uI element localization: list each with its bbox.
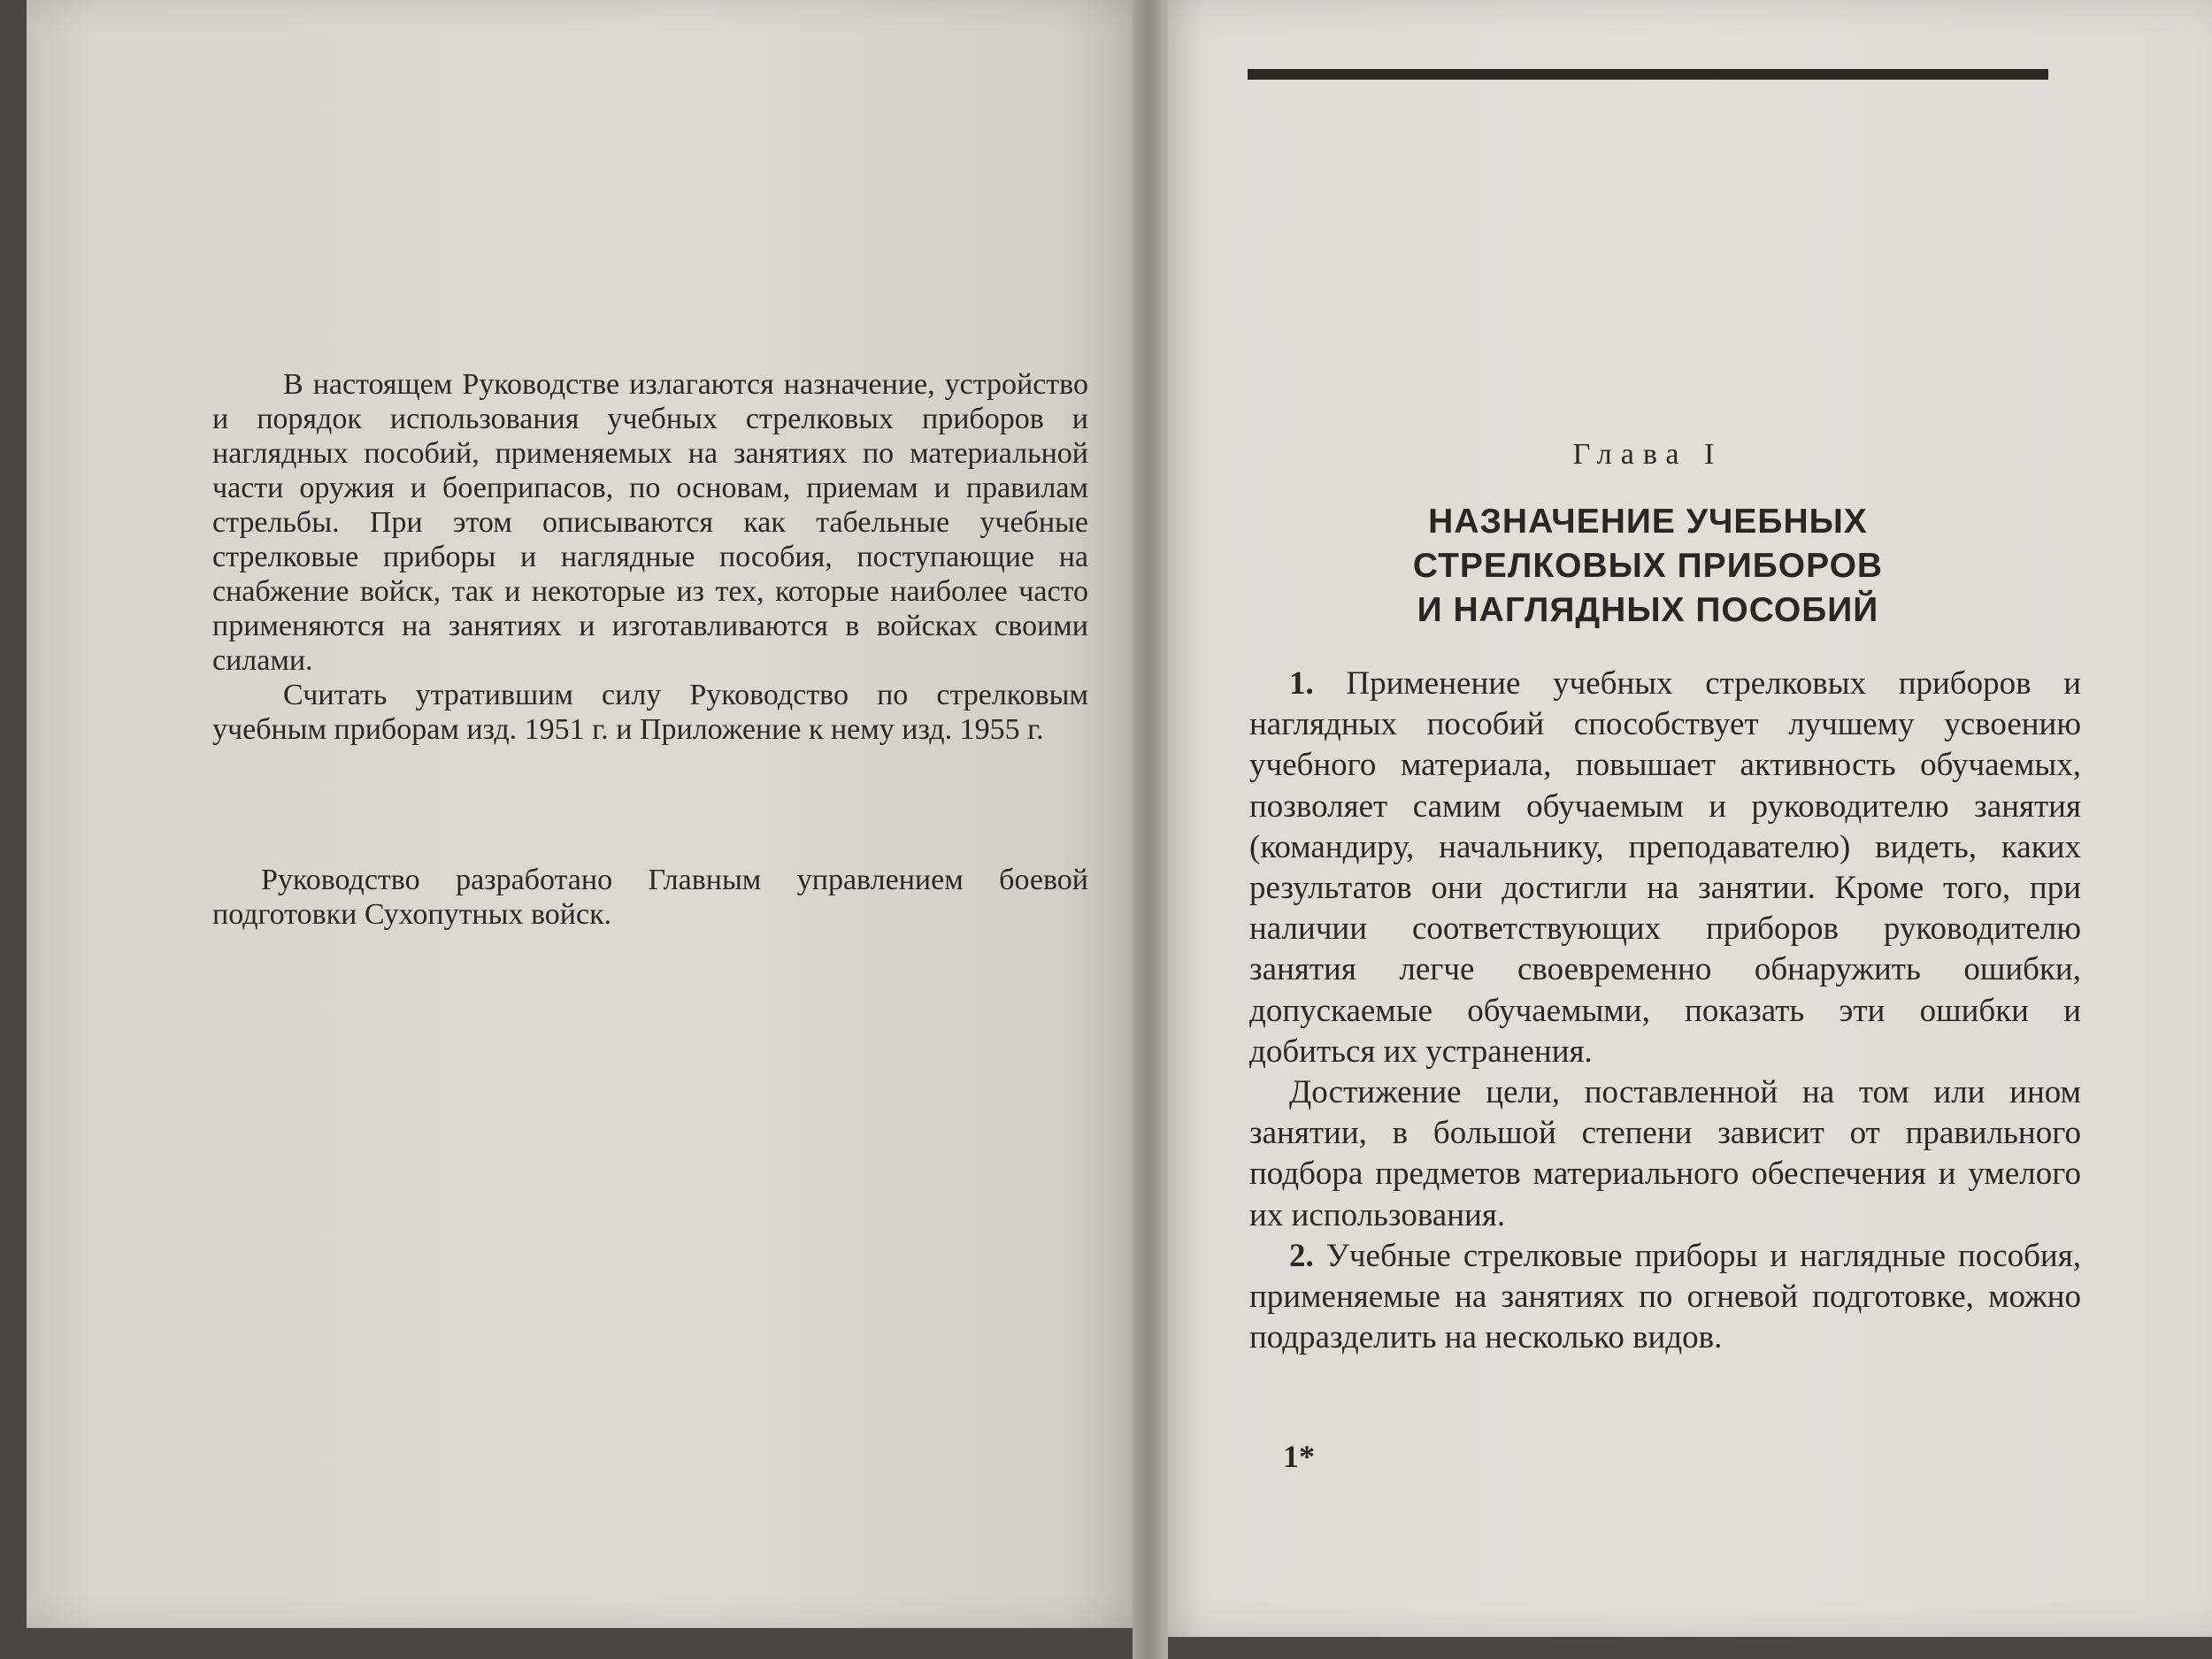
intro-paragraph: В настоящем Руководстве излагаются назначение, устройство и порядок использования учебных стрелковых приборов и наглядных пособий, применяемых на занятиях по материальной части оружия и боеприпасов, по основам, приемам и правилам стрельбы. При этом описываются как табельные учебные стрелковые приборы и наглядные пособия, поступающие на снабжение войск, так и некоторые из тех, которые наиболее часто применяются на занятиях и изготавливаются в войсках своими силами.: [212, 368, 1088, 677]
intro-paragraph: Считать утратившим силу Руководство по стрелковым учебным приборам изд. 1951 г. и Приложение к нему изд. 1955 г.: [212, 679, 1088, 746]
heading-line: СТРЕЛКОВЫХ ПРИБОРОВ: [1412, 547, 1884, 585]
chapter-heading: [1248, 500, 2048, 633]
authorship-note: Руководство разработано Главным управлением боевой подготовки Сухопутных войск.: [212, 864, 1088, 931]
printer-signature-mark: 1*: [1283, 1439, 1315, 1474]
heading-line: И НАГЛЯДНЫХ ПОСОБИЙ: [1417, 591, 1879, 629]
left-page-intro: [212, 367, 1088, 747]
body-paragraph: [1249, 1236, 2081, 1359]
body-paragraph: Достижение цели, поставленной на том или ином занятии, в большой степени зависит от правильного подбора предметов материального обеспечения и умелого их использования.: [1249, 1074, 2081, 1233]
paragraph-text: Учебные стрелковые приборы и наглядные пособия, применяемые на занятиях по огневой подготовке, можно подразделить на несколько видов.: [1249, 1237, 2081, 1356]
chapter-body: [1249, 664, 2081, 1358]
top-rule: [1248, 69, 2048, 80]
left-page: [27, 0, 1155, 1628]
paragraph-number: 2.: [1289, 1237, 1314, 1274]
left-page-note: [212, 863, 1088, 932]
book-spine: [1133, 0, 1168, 1659]
heading-line: НАЗНАЧЕНИЕ УЧЕБНЫХ: [1428, 503, 1868, 541]
paragraph-number: 1.: [1289, 665, 1314, 702]
body-paragraph: [1249, 664, 2081, 1072]
chapter-label: Глава I: [1572, 438, 1724, 471]
paragraph-text: Применение учебных стрелковых приборов и наглядных пособий способствует лучшему усвоению учебного материала, повышает активность обучаемых, позволяет самим обучаемым и руководителю занятия (командиру, начальнику, преподавателю) видеть, каких результатов они достигли на занятии. Кроме того, при наличии соответствующих приборов руководителю занятия легче своевременно обнаружить ошибки, допускаемые обучаемыми, показать эти ошибки и добиться их устранения.: [1249, 665, 2081, 1070]
